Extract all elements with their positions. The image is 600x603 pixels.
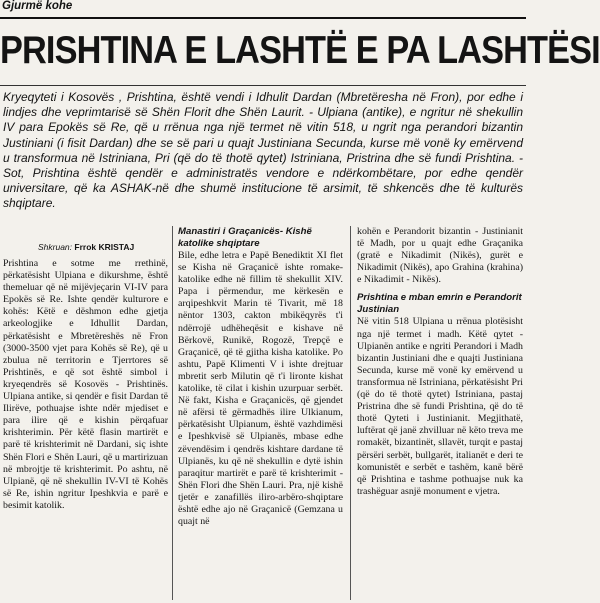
byline-label: Shkruan: — [38, 242, 73, 252]
article-column-1 — [3, 258, 168, 603]
column-3-text-1: kohën e Perandorit bizantin - Justinianit të Madh, por u quajt edhe Graçanika (gratë e Nikadimit (Nikës), gurët e Nikadimit (Nikës), apo Grahina (krahina) e Nikadimit - Nikës). — [357, 226, 523, 286]
headline-rule — [0, 85, 526, 86]
article-column-2 — [178, 226, 343, 599]
byline — [38, 242, 134, 252]
column-1-text: Prishtina e sotme me rrethinë, përkatësisht Ulpiana e dikurshme, është themeluar që në mijëvjeçarin VI-IV para Epokës së Re. Ishte qendër kulturore e kohës: Këtë e dëshmon edhe gjetja arkeologjike e Idhullit Dardan, përkatësisht e Mbretëreshës në Fron (3000-3500 vjet para Kohës së Re), që u zbulua në territorin e Tjerrtores së Prishtinës, e që sot është simbol i kryeqendrës së Kosovës - Prishtinës. Ulpiana antike, si qendër e fisit Dardan të Ilirëve, pothuajse ishte ndër mjediset e para ilire që e kishin përqafuar krishterimin. Për këtë flasin martirët e parë të krishterimit në Dardani, siç ishte Shën Flori e Shën Lauri, që u martirizuan në mbrojtje të krishterimit. Po ashtu, në Ulpianë, që në shekullin IV-VI të Kohës së Re, ishin ngritur Ipeshkvia e parë e besimit katolik. — [3, 258, 168, 511]
article-column-3 — [357, 226, 523, 599]
column-3-subhead: Prishtina e mban emrin e Perandorit Justinian — [357, 292, 522, 315]
column-2-text: Bile, edhe letra e Papë Benediktit XI flet se Kisha në Graçanicë ishte romake-katolike edhe në fillim të shekullit XIV. Papa i përmendur, me kërkesën e arqipeshkvit Marin të Tivarit, më 18 nëntor 1303, cakton mbikëqyrës t'i ndërrojë udhëheqësit e kishave në Bërkovë, Runikë, Rogozë, Trepçë e Graçanicë, që të gjitha kisha katolike. Po ashtu, Papë Klimenti V i ishte drejtuar mbretit serb Milutin që t'i lironte kishat katolike, të cilat i kishin uzurpuar serbët. Në fakt, Kisha e Graçanicës, që gjendet në afërsi të gërmadhës ilire Ulkianum, përkatësisht Ulpianum, është vazhdimësi e Ipeshkvisë së Ulpianës, mbase edhe zëvendësim i qendrës kishtare dardane të Ulpianës, ku që në shekullin e dytë ishin paraqitur martirët e parë të krishterimit - Shën Flori dhe Shën Lauri. Pra, një kishë tjetër e zanafillës iliro-arbëro-shqiptare është edhe ajo në Graçanicë (Gemzana u quajt në — [178, 250, 343, 528]
lead-paragraph: Kryeqyteti i Kosovës , Prishtina, është vendi i Idhulit Dardan (Mbretëresha në Fron), por edhe i lindjes dhe veprimtarisë së Shën Florit dhe Shën Laurit. - Ulpiana (antike), e ngritur në shekullin IV para Epokës së Re, që u rrënua nga një termet në vitin 518, u ngrit nga perandori bizantin Justiniani (i fisit Dardan) dhe se së pari u quajt Justiniana Secunda, kurse më vonë ky emërvend u transformua në Istriniana, Pri (që do të thotë qytet) Istriniana, Pristrina dhe së fundi Prishtina. - Sot, Prishtina është qendër e administratës vendore e ndërkombëtare, por edhe qendër universitare, që ka ASHAK-në dhe shumë institucione të arsimit, të shkencës dhe të kulturës shqiptare. — [3, 90, 523, 211]
section-label: Gjurmë kohe — [2, 0, 73, 12]
column-2-subhead: Manastiri i Graçanicës- Kishë katolike shqiptare — [178, 226, 312, 249]
column-3-text-2: Në vitin 518 Ulpiana u rrënua plotësisht nga një termet i madh. Këtë qytet - Ulpianën antike e ngriti Perandori i Madh bizantin Justiniani dhe e quajti Justiniana Secunda, kurse më vonë ky emërvend u transformua në Istriniana, përkatësisht Pri (që do të thotë qytet) Istriniana, pastaj Pristrina dhe së fundi Prishtina, që do të thotë Qyteti i Justinianit. Megjithatë, luftërat që janë zhvilluar në këto treva me romakët, bizantinët, sllavët, turqit e pastaj përsëri serbët, bullgarët, italianët e deri te komunistët e serbët e tashëm, kanë bërë që Prishtina e tashme pothuajse nuk ka trashëguar asnjë monument e vjetra. — [357, 316, 523, 497]
column-divider-2 — [350, 226, 351, 600]
headline: PRISHTINA E LASHTË E PA LASHTËSI — [0, 29, 600, 72]
byline-author: Frrok KRISTAJ — [74, 242, 135, 252]
column-divider-1 — [172, 226, 173, 600]
